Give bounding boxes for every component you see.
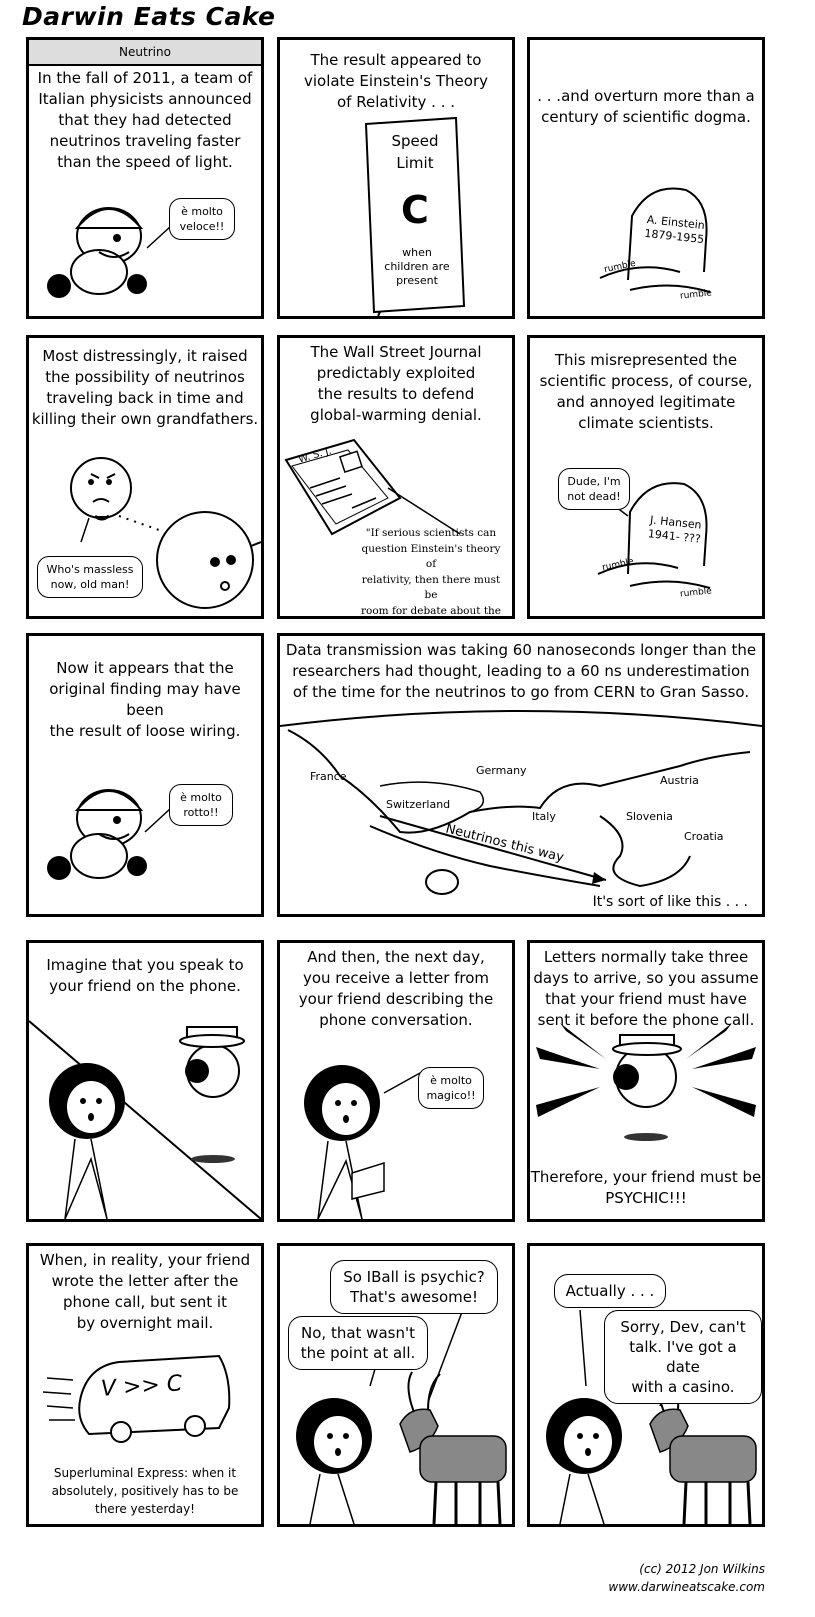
panel-13: [277, 1243, 515, 1527]
sign-c: C: [401, 188, 429, 232]
country-label: Italy: [532, 810, 556, 823]
country-label: Slovenia: [626, 810, 673, 823]
panel-12: [26, 1243, 264, 1527]
caption: This misrepresented the scientific process, of course, and annoyed legitimate climate scientists.: [539, 351, 753, 432]
comic-title: Darwin Eats Cake: [22, 2, 276, 31]
caption: When, in reality, your friend wrote the letter after the phone call, but sent it by overnight mail.: [39, 1251, 251, 1332]
country-label: Switzerland: [386, 798, 451, 811]
panel-5: [277, 335, 515, 619]
rumble: rumble: [601, 556, 635, 574]
rumble: rumble: [679, 586, 713, 600]
wsj-quote: "If serious scientists can question Einstein's theory of relativity, then there must be room for debate about the: [360, 527, 502, 617]
speech-bubble: Dude, I'm not dead!: [558, 468, 630, 510]
speech-bubble: è molto magico!!: [418, 1067, 484, 1109]
speech-bubble-right: Sorry, Dev, can't talk. I've got a date with a casino.: [604, 1310, 762, 1404]
country-label: Austria: [660, 774, 699, 787]
caption: Most distressingly, it raised the possibility of neutrinos traveling back in time and killing their own grandfathers.: [31, 347, 259, 428]
caption: Data transmission was taking 60 nanoseconds longer than the researchers had thought, leading to a 60 ns underestimation of the time for the neutrinos to go from CERN to Gran Sasso.: [285, 641, 757, 701]
mario-drawing: [29, 636, 261, 914]
sign-speed: Speed: [391, 132, 439, 150]
phone-call-drawing: [29, 943, 261, 1219]
caption: Letters normally take three days to arrive, so you assume that your friend must have sent it before the phone call.: [533, 948, 759, 1029]
panel-9: [26, 940, 264, 1222]
tombstone-einstein: [530, 40, 762, 316]
caption: Imagine that you speak to your friend on the phone.: [46, 956, 244, 995]
panel-10: [277, 940, 515, 1222]
speech-bubble: Who's massless now, old man!: [37, 556, 143, 598]
rumble: rumble: [679, 288, 713, 302]
caption: In the fall of 2011, a team of Italian physicists announced that they had detected neutrinos traveling faster than the speed of light.: [37, 69, 253, 171]
panel-2: [277, 37, 515, 319]
map-footnote: It's sort of like this . . .: [592, 894, 748, 910]
panel-7: [26, 633, 264, 917]
country-label: France: [310, 770, 347, 783]
rumble: rumble: [603, 258, 637, 276]
speech-bubble-left: No, that wasn't the point at all.: [288, 1316, 428, 1370]
arrow-label: Neutrinos this way: [443, 821, 566, 866]
speech-bubble: è molto veloce!!: [169, 198, 235, 240]
mario-drawing: [29, 40, 261, 316]
caption-bottom: Therefore, your friend must be PSYCHIC!!!: [530, 1168, 762, 1207]
panel-6: [527, 335, 765, 619]
country-label: Croatia: [684, 830, 724, 843]
panel-header: Neutrino: [29, 40, 261, 66]
sign-note: when children are present: [384, 246, 450, 287]
speech-bubble-top: So IBall is psychic? That's awesome!: [330, 1260, 498, 1314]
panel-11: [527, 940, 765, 1222]
country-label: Germany: [476, 764, 527, 777]
newspaper-masthead: W. S. J.: [297, 445, 333, 466]
panel-14: [527, 1243, 765, 1527]
sign-limit: Limit: [396, 154, 434, 172]
tagline: Superluminal Express: when it absolutely, positively has to be there yesterday!: [51, 1466, 239, 1516]
caption: The result appeared to violate Einstein's Theory of Relativity . . .: [303, 51, 489, 111]
caption: The Wall Street Journal predictably exploited the results to defend global-warming denial.: [310, 343, 482, 424]
panel-8: [277, 633, 765, 917]
grave-text: A. Einstein 1879-1955: [643, 213, 706, 247]
copyright: (cc) 2012 Jon Wilkins: [639, 1562, 765, 1576]
van-text: V >> C: [100, 1371, 184, 1402]
speech-bubble-top: Actually . . .: [554, 1274, 666, 1308]
panel-4: [26, 335, 264, 619]
speech-bubble: è molto rotto!!: [169, 784, 233, 826]
caption: . . .and overturn more than a century of scientific dogma.: [537, 87, 755, 126]
panel-1: [26, 37, 264, 319]
caption: Now it appears that the original finding may have been the result of loose wiring.: [49, 659, 241, 740]
grave-text: J. Hansen 1941- ???: [647, 513, 703, 546]
website-url: www.darwineatscake.com: [608, 1580, 765, 1594]
caption: And then, the next day, you receive a letter from your friend describing the phone conversation.: [298, 948, 494, 1029]
panel-3: [527, 37, 765, 319]
